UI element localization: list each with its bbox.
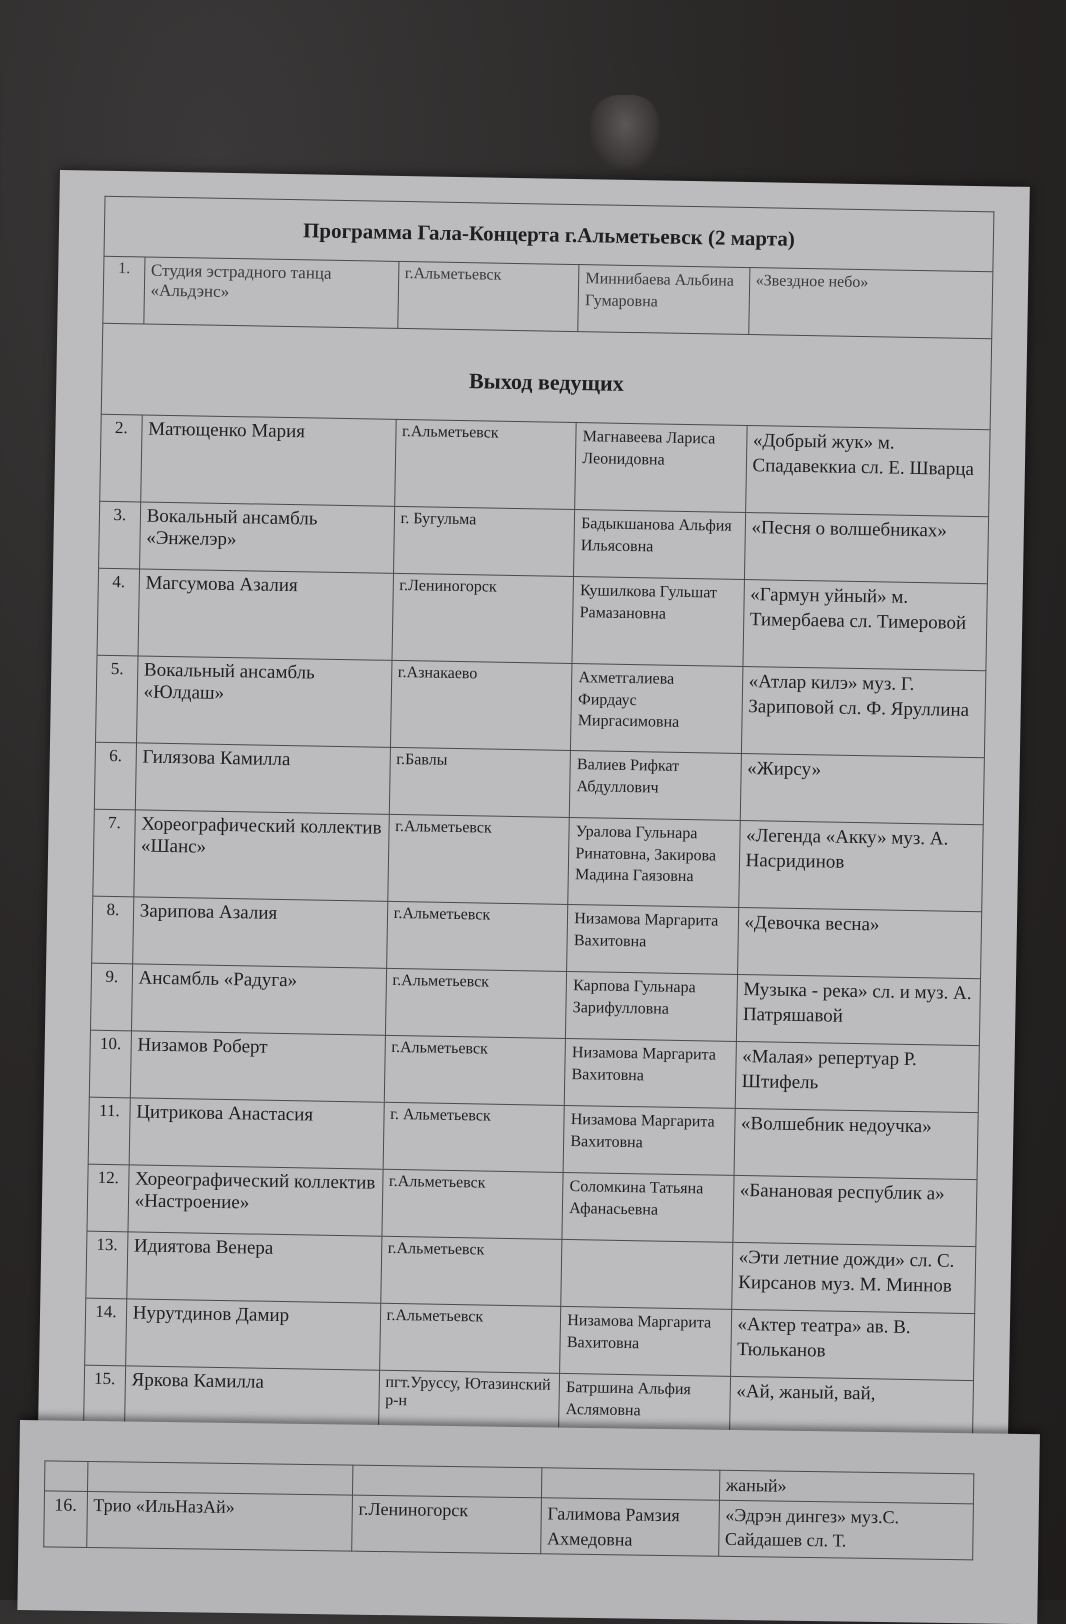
leader-name: Низамова Маргарита Вахитовна — [563, 1105, 734, 1175]
leader-name: Миннибаева Альбина Гумаровна — [578, 265, 749, 335]
row-number: 10. — [89, 1030, 131, 1098]
row-number: 4. — [97, 568, 139, 656]
song-title: «Звездное небо» — [748, 268, 993, 339]
song-title: «Банановая республик а» — [732, 1175, 977, 1246]
song-title: «Гармун уйный» м. Тимербаева сл. Тимеровой — [743, 580, 988, 671]
leader-name: Низамова Маргарита Вахитовна — [560, 1306, 731, 1376]
table-row — [44, 1491, 974, 1560]
performer-city: г.Альметьевск — [397, 261, 579, 331]
performer-city: пгт.Уруссу, Ютазинский р-н — [378, 1370, 560, 1440]
song-title: «Эдрэн дингез» муз.С. Сайдашев сл. Т. — [718, 1501, 973, 1560]
performer-name: Цитрикова Анастасия — [129, 1098, 384, 1169]
table-row — [97, 568, 987, 671]
song-title: Музыка - река» сл. и муз. А. Патряшавой — [736, 974, 981, 1045]
section-hosts-heading: Выход ведущих — [101, 323, 991, 430]
performer-city: г.Альметьевск — [387, 814, 569, 904]
program-sheet-page-2 — [17, 1420, 1040, 1624]
row-number: 16. — [44, 1491, 87, 1547]
row-number: 5. — [96, 655, 138, 743]
leader-name: Бадыкшанова Альфия Ильясовна — [574, 510, 745, 580]
performer-city: г.Лениногорск — [392, 573, 574, 663]
leader-name: Уралова Гульнара Ринатовна, Закирова Мадина Гаязовна — [568, 817, 740, 907]
table-row — [93, 809, 983, 912]
row-number: 14. — [85, 1298, 127, 1366]
leader-name: Низамова Маргарита Вахитовна — [567, 904, 738, 974]
table-row — [100, 414, 990, 517]
row-number — [45, 1461, 88, 1492]
row-number: 9. — [90, 963, 132, 1031]
performer-city: г.Бавлы — [389, 747, 571, 817]
row-number: 6. — [94, 742, 136, 810]
performer-name: Хореографический коллектив «Настроение» — [128, 1165, 383, 1236]
performer-name — [87, 1461, 353, 1495]
leader-name: Валиев Рифкат Абдуллович — [570, 751, 741, 821]
row-number: 13. — [86, 1231, 128, 1299]
performer-city: г.Альметьевск — [379, 1303, 561, 1373]
song-title-continuation: жаный» — [719, 1470, 974, 1504]
row-number: 11. — [88, 1097, 130, 1165]
song-title: «Девочка весна» — [737, 907, 982, 978]
performer-city: г.Альметьевск — [382, 1169, 564, 1239]
performer-name: Зарипова Азалия — [132, 897, 387, 968]
leader-name: Карпова Гульнара Зарифулловна — [566, 971, 737, 1041]
performer-name: Гилязова Камилла — [135, 743, 390, 814]
song-title: «Актер театра» ав. В. Тюльканов — [730, 1309, 975, 1380]
leader-name — [561, 1239, 732, 1309]
leader-name: Батршина Альфия Аслямовна — [559, 1373, 730, 1443]
song-title: «Малая» репертуар Р. Штифель — [735, 1041, 980, 1112]
song-title: «Эти летние дожди» сл. С. Кирсанов муз. М. Миннов — [731, 1242, 976, 1313]
performer-city: г. Альметьевск — [383, 1102, 565, 1172]
performer-city: г.Азнакаево — [390, 660, 572, 750]
leader-name: Низамова Маргарита Вахитовна — [565, 1038, 736, 1108]
song-title: «Атлар килэ» муз. Г. Зариповой сл. Ф. Яруллина — [741, 666, 986, 757]
row-number: 7. — [93, 809, 135, 897]
performer-name: Идиятова Венера — [127, 1232, 382, 1303]
performer-name: Магсумова Азалия — [138, 569, 393, 660]
leader-name: Кушилкова Гульшат Рамазановна — [572, 577, 744, 667]
performer-name: Матющенко Мария — [140, 415, 395, 506]
performer-city: г. Бугульма — [393, 506, 575, 576]
row-number: 12. — [87, 1164, 129, 1232]
program-title: Программа Гала-Концерта г.Альметьевск (2 марта) — [104, 196, 994, 272]
performer-city: г.Альметьевск — [386, 901, 568, 971]
song-title: «Ай, жаный, вай, — [729, 1376, 974, 1447]
performer-city: г.Альметьевск — [394, 419, 576, 509]
performer-name: Трио «ИльНазАй» — [86, 1492, 352, 1551]
song-title: «Легенда «Акку» муз. А. Насридинов — [738, 820, 983, 911]
row-number: 3. — [99, 501, 141, 569]
performer-name: Нурутдинов Дамир — [125, 1299, 380, 1370]
program-table-continued — [43, 1460, 974, 1560]
leader-name: Галимова Рамзия Ахмедовна — [540, 1498, 719, 1556]
song-title: «Добрый жук» м. Спадавеккиа сл. Е. Шварца — [745, 426, 990, 517]
row-number: 2. — [100, 414, 142, 502]
performer-name: Хореографический коллектив «Шанс» — [134, 810, 389, 901]
leader-name: Соломкина Татьяна Афанасьевна — [562, 1172, 733, 1242]
performer-city: г.Альметьевск — [384, 1035, 566, 1105]
performer-name: Ансамбль «Радуга» — [131, 964, 386, 1035]
performer-city — [352, 1465, 541, 1498]
pin-shadow — [590, 95, 660, 170]
leader-name — [541, 1468, 719, 1501]
performer-name: Низамов Роберт — [130, 1031, 385, 1102]
section-row — [101, 323, 991, 430]
row-number: 15. — [83, 1365, 125, 1433]
performer-city: г.Альметьевск — [385, 968, 567, 1038]
performer-city: г.Альметьевск — [380, 1236, 562, 1306]
performer-name: Вокальный ансамбль «Юлдаш» — [136, 656, 391, 747]
performer-name: Вокальный ансамбль «Энжелэр» — [139, 502, 394, 573]
performer-city: г.Лениногорск — [352, 1496, 542, 1554]
performer-name: Яркова Камилла — [124, 1366, 379, 1437]
row-number: 8. — [92, 896, 134, 964]
song-title: «Волшебник недоучка» — [734, 1108, 979, 1179]
song-title: «Жирсу» — [740, 753, 985, 824]
program-sheet-page-1 — [38, 170, 1030, 1457]
song-title: «Песня о волшебниках» — [744, 513, 989, 584]
row-number: 1. — [103, 256, 145, 324]
leader-name: Магнавеева Лариса Леонидовна — [575, 423, 747, 513]
table-row — [96, 655, 986, 758]
program-table — [83, 196, 994, 1448]
leader-name: Ахметгалиева Фирдаус Миргасимовна — [571, 664, 743, 754]
performer-name: Студия эстрадного танца «Альдэнс» — [144, 257, 399, 328]
